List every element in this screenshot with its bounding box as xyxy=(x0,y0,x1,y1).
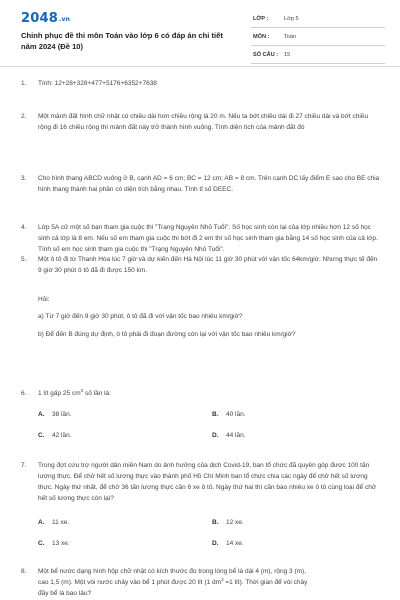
question-text: Trong đợt cứu trợ người dân miền Nam do ảnh hưởng của dịch Covid-19, ban tổ chức đã quyên góp được 100 tấn lương thực. Để chở hết số lương thực vào thành phố Hồ Chí Minh ban tổ chức chia các ngày để chở hết số lương thực. Ngày thứ nhất, để chở 36 tấn lương thực cần 6 xe ô tô. Ngày thứ hai thì cần bao nhiêu xe ô tô cùng loại để chở hết số lương thực còn lại? xyxy=(38,462,377,502)
option-text: 13 xe. xyxy=(52,540,70,547)
question-text-part: 1 lít gấp 25 cm xyxy=(38,390,81,397)
meta-value: 15 xyxy=(284,52,291,58)
option-a[interactable] xyxy=(38,517,69,528)
superscript: 3 xyxy=(80,388,84,393)
question-text: Lớp 5A cử một số bạn tham gia cuộc thi "Trạng Nguyên Nhỏ Tuổi". Số học sinh còn lại của lớp nhiều hơn 12 số học sinh cả lớp là 8 em. Nếu số em tham gia cuộc thi bớt đi 2 em thì số học sinh tham gia bằng 14 số học sinh của cả lớp. Tính số em học sinh tham gia cuộc thi "Trạng Nguyên Nhỏ Tuổi". xyxy=(38,224,378,253)
meta-value: Lớp 5 xyxy=(284,16,299,22)
option-a[interactable] xyxy=(38,409,72,420)
question-text: Cho hình thang ABCD vuông ở B, cạnh AD = 6 cm; BC = 12 cm; AB = 8 cm. Trên cạnh DC lấy điểm E sao cho BE chia hình thang thành hai phần có diện tích bằng nhau. Tính tỉ số DEEC. xyxy=(38,175,380,193)
question-line: Một bể nước dạng hình hộp chữ nhật có kích thước đo trong lòng bể là dài 4 (m), rộng 3 (m), xyxy=(38,568,306,575)
question-text: Tính: 12+28+328+477+5176+6352+7638 xyxy=(38,80,157,87)
option-letter: B. xyxy=(212,519,219,526)
question-number: 5. xyxy=(21,256,27,263)
option-text: 38 lần. xyxy=(52,411,72,418)
option-d[interactable] xyxy=(212,430,246,441)
option-text: 42 lần. xyxy=(52,432,72,439)
header-divider xyxy=(0,66,400,67)
meta-label: LỚP : xyxy=(253,16,269,22)
site-logo[interactable] xyxy=(21,11,70,26)
option-text: 44 lần. xyxy=(226,432,246,439)
meta-row-class xyxy=(251,13,385,28)
page-header xyxy=(0,0,400,66)
logo-suffix: .vn xyxy=(58,16,71,23)
option-letter: A. xyxy=(38,411,45,418)
question-text-part: số lần là: xyxy=(83,390,111,397)
sub-question-a: a) Từ 7 giờ đến 9 giờ 30 phút, ô tô đã đi với vận tốc bao nhiêu km/giờ? xyxy=(38,313,243,320)
meta-row-subject xyxy=(251,31,385,46)
option-letter: D. xyxy=(212,432,219,439)
sub-question-b: b) Để đến B đúng dự định, ô tô phải đi đoạn đường còn lại với vận tốc bao nhiêu km/giờ? xyxy=(38,331,296,338)
option-letter: D. xyxy=(212,540,219,547)
question-number: 8. xyxy=(21,568,27,575)
question-number: 2. xyxy=(21,113,27,120)
option-letter: A. xyxy=(38,519,45,526)
question-number: 1. xyxy=(21,80,27,87)
question-number: 4. xyxy=(21,224,27,231)
option-b[interactable] xyxy=(212,517,244,528)
option-letter: C. xyxy=(38,432,45,439)
question-list xyxy=(0,78,400,600)
meta-info-box xyxy=(251,13,385,67)
question-number: 3. xyxy=(21,175,27,182)
question-line xyxy=(38,577,380,588)
option-text: 14 xe. xyxy=(226,540,244,547)
option-b[interactable] xyxy=(212,409,246,420)
meta-label: SỐ CÂU : xyxy=(253,52,279,58)
question-line: đầy bể là bao lâu? xyxy=(38,590,92,597)
question-text-part: cao 1,5 (m). Một vòi nước chảy vào bể 1 phút được 20 lít (1 dm xyxy=(38,579,222,586)
meta-label: MÔN : xyxy=(253,34,270,40)
option-text: 40 lần. xyxy=(226,411,246,418)
question-number: 6. xyxy=(21,390,27,397)
question-hoi: Hỏi: xyxy=(38,296,50,303)
question-text: Một ô tô đi từ Thanh Hóa lúc 7 giờ và dự kiến đến Hà Nội lúc 11 giờ 30 phút với vận tốc 64km/giờ. Nhưng thực tế đến 9 giờ 30 phút ô tô đã đi được 150 km. xyxy=(38,256,378,274)
option-letter: B. xyxy=(212,411,219,418)
question-text xyxy=(38,388,380,399)
question-text xyxy=(38,566,380,599)
logo-text: 2048 xyxy=(21,11,58,26)
question-text-part: =1 lít). Thời gian để vòi chảy xyxy=(223,579,308,586)
page-title: Chinh phục đề thi môn Toán vào lớp 6 có đáp án chi tiết năm 2024 (Đề 10) xyxy=(21,31,223,51)
superscript: 3 xyxy=(221,577,224,582)
option-text: 12 xe. xyxy=(226,519,244,526)
option-d[interactable] xyxy=(212,538,244,549)
question-number: 7. xyxy=(21,462,27,469)
option-c[interactable] xyxy=(38,538,70,549)
question-text: Một mảnh đất hình chữ nhật có chiều dài hơn chiều rộng là 20 m. Nếu ta bớt chiều dài đi 27 chiều dài và bớt chiều rộng đi 16 chiều rộng thì mảnh đất này trở thành hình vuông. Tính diện tích của mảnh đất đó xyxy=(38,113,369,131)
option-text: 11 xe. xyxy=(52,519,70,526)
meta-row-count xyxy=(251,49,385,64)
meta-value: Toán xyxy=(284,34,297,40)
option-letter: C. xyxy=(38,540,45,547)
option-c[interactable] xyxy=(38,430,72,441)
